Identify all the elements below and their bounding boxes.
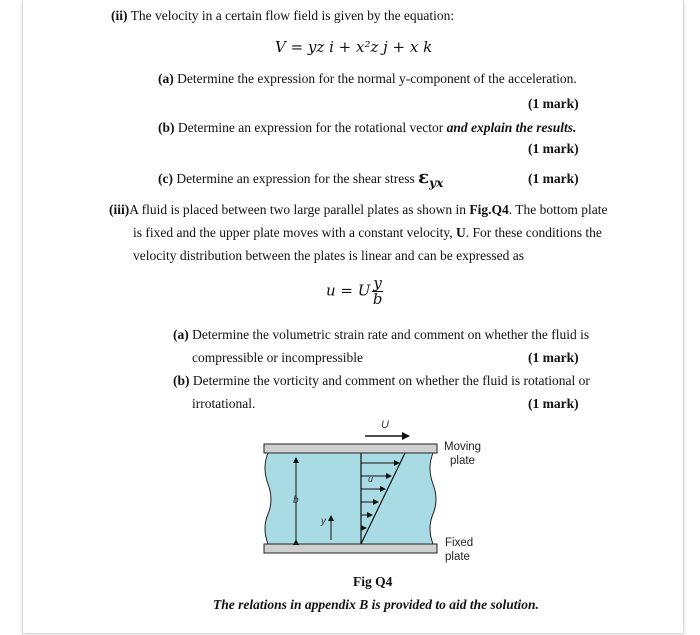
moving-plate-label-1: Moving [444, 441, 482, 453]
q2-intro-text: The velocity in a certain flow field is given by the equation: [130, 8, 455, 23]
q2-c-label: (c) [158, 171, 173, 186]
epsilon-symbol: ε [418, 167, 430, 188]
q2-c-text: Determine an expression for the shear stress [176, 171, 415, 186]
q2-intro [111, 8, 454, 24]
u-label: u [368, 474, 374, 484]
epsilon-subscript: yx [429, 176, 444, 190]
q3-part-b [173, 373, 590, 389]
q2-b-emphasis: and explain the results. [446, 120, 577, 135]
U-label: U [381, 419, 389, 431]
velocity-equation: V = yz i + x²z j + x k [275, 38, 433, 56]
fluid-region [265, 453, 436, 544]
eq-denominator: b [372, 290, 383, 308]
q2-label: (ii) [111, 8, 128, 23]
q3-label: (iii) [109, 202, 130, 217]
q2-b-label: (b) [158, 120, 175, 135]
q3-line2 [133, 225, 602, 241]
eq-numerator: y [373, 274, 382, 292]
q2-part-a [158, 71, 577, 87]
q3-part-a [173, 327, 589, 343]
q2-part-b [158, 120, 576, 136]
q3-u-symbol: U [456, 225, 466, 240]
q2-b-text: Determine an expression for the rotational vector [177, 120, 444, 135]
exam-page [22, 0, 684, 634]
q2-a-text: Determine the expression for the normal y-component of the acceleration. [177, 71, 577, 86]
fig-ref: Fig.Q4 [469, 202, 509, 217]
q3-a-mark: (1 mark) [528, 350, 579, 365]
q3-b-label: (b) [173, 373, 190, 388]
fixed-plate-label-1: Fixed [445, 537, 474, 549]
footer-note: The relations in appendix B is provided to aid the solution. [213, 597, 539, 612]
q3-b-mark: (1 mark) [528, 396, 579, 411]
q3-a-label: (a) [173, 327, 189, 342]
q2-c-mark: (1 mark) [528, 171, 579, 186]
q3-line3: velocity distribution between the plates is linear and can be expressed as [133, 248, 524, 263]
q3-line1 [109, 202, 608, 218]
q2-b-mark: (1 mark) [528, 141, 579, 156]
couette-flow-figure [23, 410, 683, 570]
eq-fraction [372, 276, 382, 307]
moving-plate-label-2: plate [450, 455, 475, 467]
q2-a-label: (a) [158, 71, 174, 86]
figure-caption: Fig Q4 [353, 574, 393, 589]
q3-a-text2: compressible or incompressible [192, 350, 363, 365]
q3-a-text: Determine the volumetric strain rate and comment on whether the fluid is [192, 327, 590, 342]
q2-a-mark: (1 mark) [528, 96, 579, 111]
q3-line1-text: A fluid is placed between two large parallel plates as shown in [129, 202, 467, 217]
q3-line1-end: . The bottom plate [508, 202, 608, 217]
fixed-plate-label-2: plate [445, 551, 470, 563]
b-label: b [293, 495, 299, 506]
moving-plate [264, 444, 437, 453]
q3-b-text2: irrotational. [192, 396, 256, 411]
eq-lhs: u = U [326, 281, 371, 300]
velocity-distribution-equation [326, 276, 383, 307]
fixed-plate [264, 544, 437, 553]
q2-part-c [158, 167, 444, 191]
y-label: y [321, 516, 326, 527]
q3-line2-text: is fixed and the upper plate moves with a constant velocity, [133, 225, 453, 240]
q3-line2-end: . For these conditions the [465, 225, 602, 240]
q3-b-text: Determine the vorticity and comment on whether the fluid is rotational or [192, 373, 590, 388]
